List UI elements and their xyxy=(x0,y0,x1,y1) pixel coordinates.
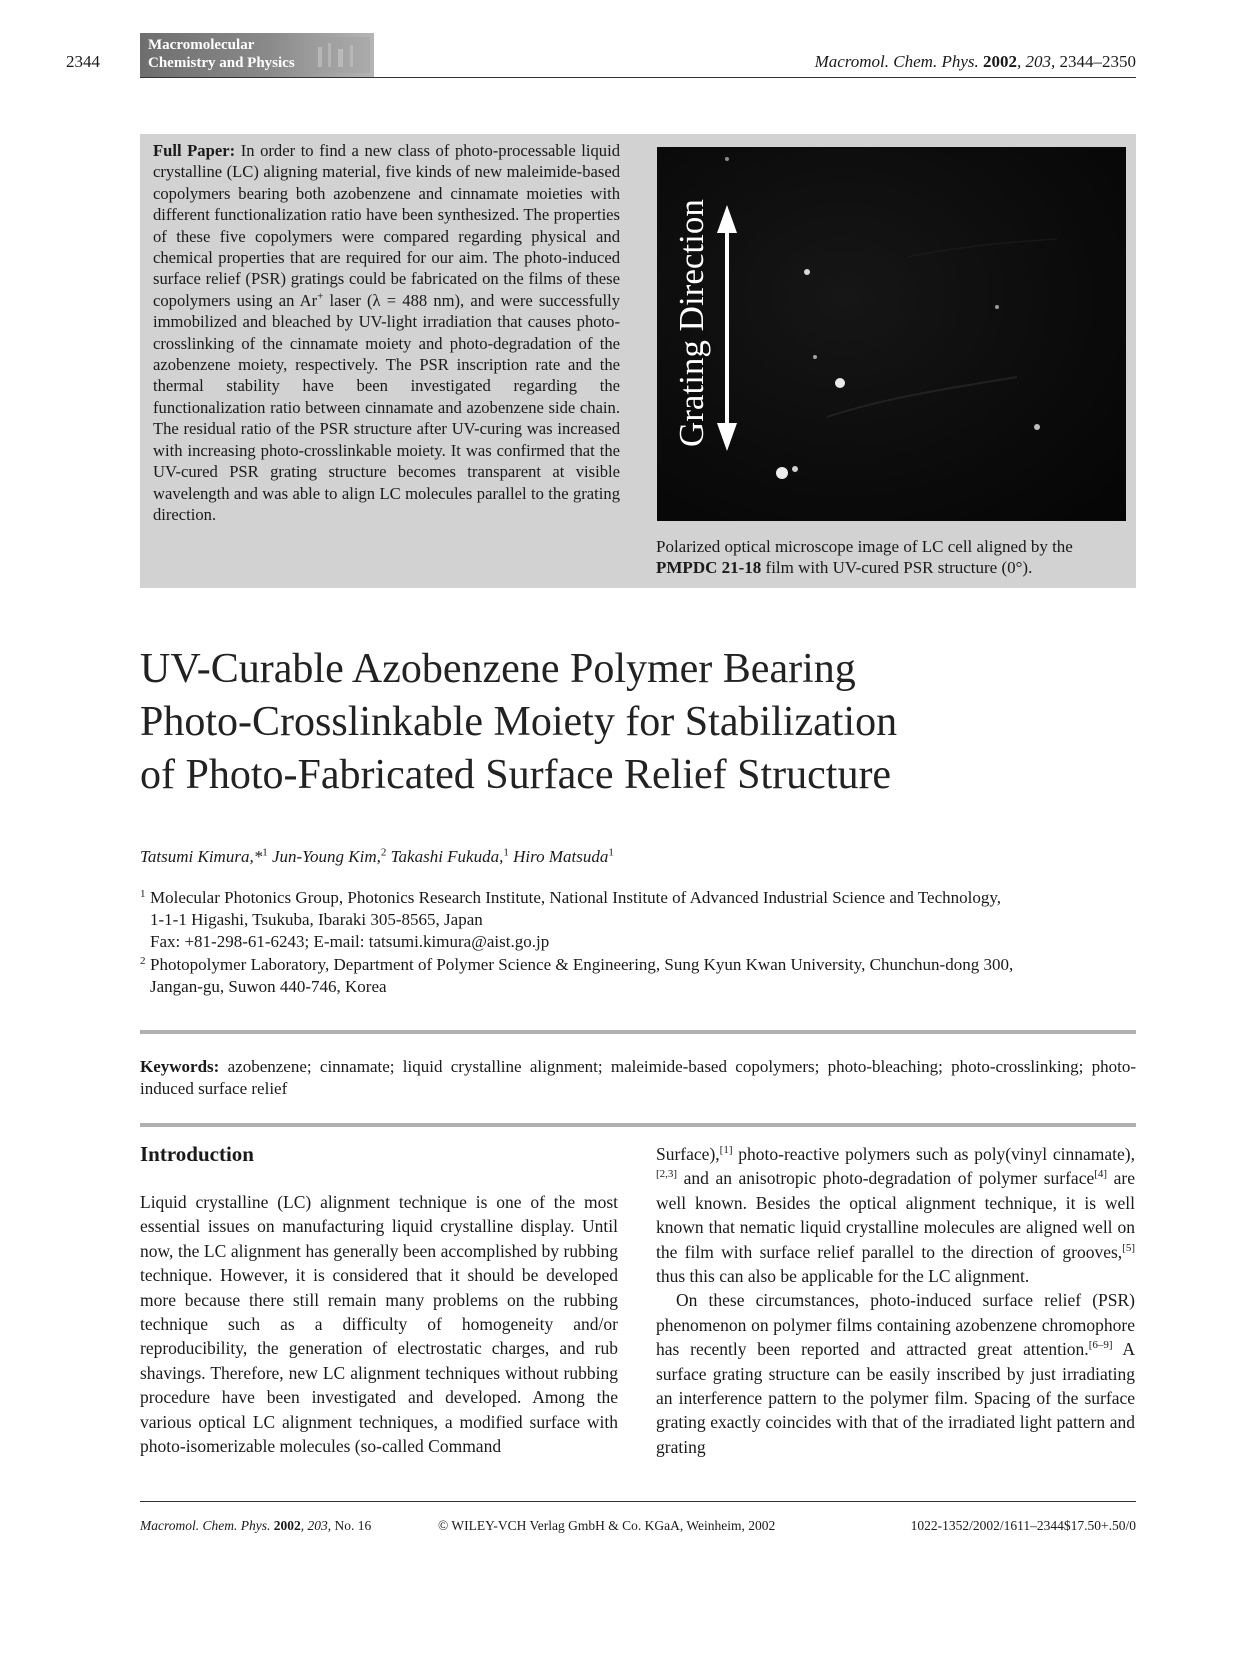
speck xyxy=(835,378,845,388)
header-journal: Macromol. Chem. Phys. xyxy=(814,52,979,71)
text-run: and an anisotropic photo-degradation of polymer surface xyxy=(677,1168,1095,1189)
citation-ref: [6–9] xyxy=(1088,1339,1113,1352)
author-list xyxy=(140,847,614,867)
footer-issue: , No. 16 xyxy=(327,1518,372,1533)
divider-bottom xyxy=(140,1123,1136,1127)
keywords xyxy=(140,1056,1136,1100)
logo-texture-icon xyxy=(310,37,370,73)
abstract-text xyxy=(153,140,620,525)
journal-logo xyxy=(140,33,374,77)
affiliation-1-contact: Fax: +81-298-61-6243; E-mail: tatsumi.kimura@aist.go.jp xyxy=(150,932,550,951)
intro-right-column xyxy=(656,1142,1135,1459)
author-1: Tatsumi Kimura,* xyxy=(140,847,263,866)
text-run: A surface grating structure can be easily inscribed by just irradiating an interference pattern to the polymer film. Spacing of the surface grating exactly coincides with that of the irradiated light pattern and grating xyxy=(656,1339,1135,1457)
speck xyxy=(725,157,729,161)
text-run: are well known. Besides the optical alignment technique, it is well known that nematic liquid crystalline molecules are aligned well on the film with surface relief parallel to the direction of grooves, xyxy=(656,1168,1135,1262)
footer-year: 2002 xyxy=(273,1518,301,1533)
affiliation-1 xyxy=(140,887,1136,953)
divider-top xyxy=(140,1030,1136,1034)
title-line-3: of Photo-Fabricated Surface Relief Structure xyxy=(140,752,892,798)
citation-ref: [5] xyxy=(1122,1241,1135,1254)
journal-logo-line1: Macromolecular xyxy=(148,37,255,53)
author-2: Jun-Young Kim, xyxy=(271,847,381,866)
affiliation-2-line2: Jangan-gu, Suwon 440-746, Korea xyxy=(150,977,387,996)
header-year: 2002 xyxy=(983,52,1017,71)
journal-logo-line2: Chemistry and Physics xyxy=(148,55,295,71)
affiliation-2-number: 2 xyxy=(140,955,146,967)
section-heading-introduction: Introduction xyxy=(140,1142,254,1166)
caption-text-b: film with UV-cured PSR structure (0°). xyxy=(761,558,1033,577)
speck xyxy=(804,269,810,275)
keywords-text: azobenzene; cinnamate; liquid crystalline alignment; maleimide-based copolymers; photo-bleaching; photo-crosslinking; photo-induced surface relief xyxy=(140,1057,1136,1098)
header-volume: 203 xyxy=(1025,52,1051,71)
author-3-affil: 1 xyxy=(503,846,509,859)
page-number: 2344 xyxy=(66,52,100,71)
micrograph-image xyxy=(657,147,1126,521)
abstract-body-b: laser (λ = 488 nm), and were successfully immobilized and bleached by UV-light irradiation that causes photo-crosslinking of the cinnamate moiety and photo-degradation of the azobenzene moiety, respectively. The PSR inscription rate and the thermal stability have been investigated regarding the functionalization ratio between cinnamate and azobenzene side chain. The residual ratio of the PSR structure after UV-curing was increased with increasing photo-crosslinkable moiety. It was confirmed that the UV-cured PSR grating structure becomes transparent at visible wavelength and was able to align LC molecules parallel to the grating direction. xyxy=(153,290,621,524)
speck xyxy=(792,466,798,472)
affiliation-2-line1: Photopolymer Laboratory, Department of Polymer Science & Engineering, Sung Kyun Kwan University, Chunchun-dong 300, xyxy=(150,955,1014,974)
abstract-lead: Full Paper: xyxy=(153,141,236,160)
header-citation: Macromol. Chem. Phys. 2002, 203, 2344–2350 xyxy=(814,52,1136,71)
keywords-label: Keywords: xyxy=(140,1057,220,1076)
intro-paragraph-2 xyxy=(656,1288,1135,1459)
micrograph-svg xyxy=(657,147,1126,521)
double-arrow-icon xyxy=(717,205,737,451)
speck xyxy=(813,355,817,359)
title-line-1: UV-Curable Azobenzene Polymer Bearing xyxy=(140,646,856,692)
title-line-2: Photo-Crosslinkable Moiety for Stabilization xyxy=(140,699,898,745)
footer-publisher: © WILEY-VCH Verlag GmbH & Co. KGaA, Weinheim, 2002 xyxy=(438,1518,776,1533)
grating-direction-label: Grating Direction xyxy=(672,199,711,447)
header-pages: 2344–2350 xyxy=(1059,52,1136,71)
intro-left-column: Liquid crystalline (LC) alignment technique is one of the most essential issues on manufacturing liquid crystalline display. Until now, the LC alignment has generally been accomplished by rubbing technique. However, it is considered that it should be developed more because there still remain many problems on the rubbing technique such as a difficulty of homogeneity and/or reproducibility, the generation of electrostatic charges, and rub shavings. Therefore, new LC alignment techniques without rubbing procedure have been investigated and developed. Among the various optical LC alignment techniques, a modified surface with photo-isomerizable molecules (so-called Command xyxy=(140,1192,618,1457)
footer-journal: Macromol. Chem. Phys. xyxy=(140,1518,271,1533)
footer-volume: 203 xyxy=(307,1518,328,1533)
caption-compound: PMPDC 21-18 xyxy=(656,558,762,577)
abstract-sup: + xyxy=(317,290,324,303)
header-rule xyxy=(140,77,1136,78)
citation-ref: [1] xyxy=(719,1144,733,1157)
speck xyxy=(776,467,788,479)
speck xyxy=(1034,424,1040,430)
paper-title xyxy=(140,643,1120,802)
author-3: Takashi Fukuda, xyxy=(390,847,504,866)
citation-ref: [4] xyxy=(1094,1168,1108,1181)
speck xyxy=(995,305,999,309)
citation-ref: [2,3] xyxy=(656,1168,678,1181)
footer-code: 1022-1352/2002/1611–2344$17.50+.50/0 xyxy=(910,1518,1136,1533)
footer-rule xyxy=(140,1501,1136,1502)
author-1-affil: 1 xyxy=(262,846,268,859)
affiliation-2 xyxy=(140,954,1136,998)
affiliation-1-line2: 1-1-1 Higashi, Tsukuba, Ibaraki 305-8565, Japan xyxy=(150,910,483,929)
affiliation-1-line1: Molecular Photonics Group, Photonics Research Institute, National Institute of Advanced Industrial Science and Technology, xyxy=(150,888,1001,907)
text-run: Surface), xyxy=(656,1144,720,1164)
author-2-affil: 2 xyxy=(380,846,387,859)
abstract-body-a: In order to find a new class of photo-processable liquid crystalline (LC) aligning material, five kinds of new maleimide-based copolymers bearing both azobenzene and cinnamate moieties with different functionalization ratio have been synthesized. The properties of these five copolymers were compared regarding physical and chemical properties that are required for our aim. The photo-induced surface relief (PSR) gratings could be fabricated on the films of these copolymers using an Ar xyxy=(153,141,620,310)
footer-citation: Macromol. Chem. Phys. 2002, 203, No. 16 xyxy=(140,1518,372,1533)
text-run: On these circumstances, photo-induced surface relief (PSR) phenomenon on polymer films containing azobenzene chromophore has recently been reported and attracted great attention. xyxy=(656,1290,1135,1360)
author-4: Hiro Matsuda xyxy=(513,847,609,866)
text-run: thus this can also be applicable for the LC alignment. xyxy=(656,1266,1030,1287)
micrograph-caption xyxy=(656,536,1126,578)
author-4-affil: 1 xyxy=(608,846,614,859)
intro-paragraph-1 xyxy=(656,1142,1135,1288)
text-run: photo-reactive polymers such as poly(vinyl cinnamate), xyxy=(732,1144,1135,1164)
affiliation-1-number: 1 xyxy=(140,888,146,900)
caption-text-a: Polarized optical microscope image of LC cell aligned by the xyxy=(656,537,1073,556)
